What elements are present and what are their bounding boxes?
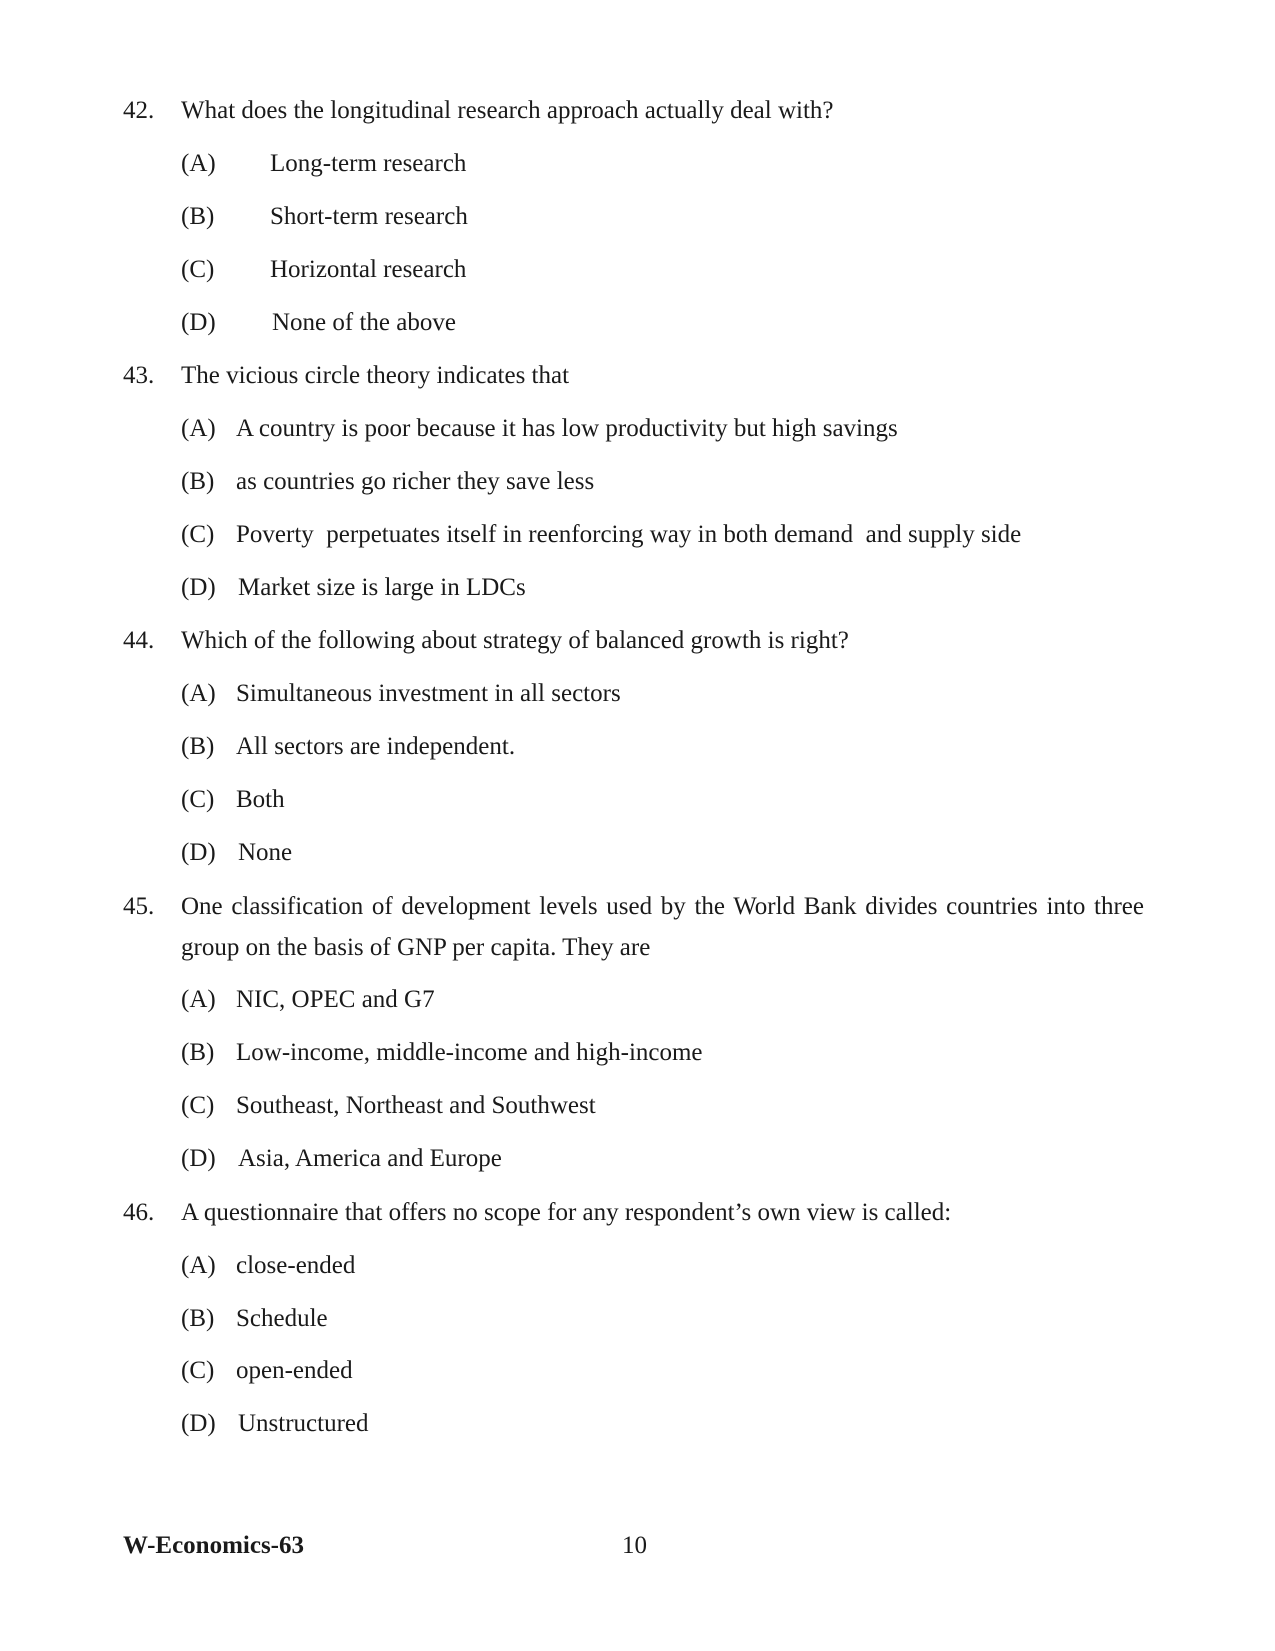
option-text: A country is poor because it has low productivity but high savings xyxy=(236,415,898,442)
option-letter: (A) xyxy=(181,986,216,1013)
option-letter: (D) xyxy=(181,574,216,601)
option-letter: (A) xyxy=(181,680,216,707)
question-text: Which of the following about strategy of balanced growth is right? xyxy=(181,627,849,654)
question-number: 42. xyxy=(123,97,155,124)
option-letter: (D) xyxy=(181,1410,216,1437)
question-text: What does the longitudinal research approach actually deal with? xyxy=(181,97,834,124)
option-text: Asia, America and Europe xyxy=(238,1145,502,1172)
question-number: 43. xyxy=(123,362,155,389)
option-text: Unstructured xyxy=(238,1410,369,1437)
option-letter: (A) xyxy=(181,1252,216,1279)
option-letter: (A) xyxy=(181,415,216,442)
option-text: Short-term research xyxy=(270,203,468,230)
option-letter: (B) xyxy=(181,203,215,230)
question-number: 46. xyxy=(123,1199,155,1226)
option-letter: (D) xyxy=(181,839,216,866)
option-letter: (B) xyxy=(181,1039,215,1066)
option-letter: (C) xyxy=(181,521,215,548)
option-text: NIC, OPEC and G7 xyxy=(236,986,435,1013)
option-text: Horizontal research xyxy=(270,256,467,283)
option-letter: (B) xyxy=(181,468,215,495)
option-text: Schedule xyxy=(236,1305,328,1332)
option-text: as countries go richer they save less xyxy=(236,468,595,495)
option-text: None of the above xyxy=(272,309,456,336)
option-text: open-ended xyxy=(236,1357,353,1384)
option-letter: (D) xyxy=(181,309,216,336)
option-letter: (C) xyxy=(181,1357,215,1384)
question-number: 45. xyxy=(123,893,155,920)
option-letter: (D) xyxy=(181,1145,216,1172)
option-text: Poverty perpetuates itself in reenforcing way in both demand and supply side xyxy=(236,521,1022,548)
option-text: close-ended xyxy=(236,1252,356,1279)
option-letter: (B) xyxy=(181,733,215,760)
option-letter: (B) xyxy=(181,1305,215,1332)
question-text: The vicious circle theory indicates that xyxy=(181,362,570,389)
page-number: 10 xyxy=(622,1532,647,1559)
question-text: A questionnaire that offers no scope for any respondent’s own view is called: xyxy=(181,1199,952,1226)
option-text: Simultaneous investment in all sectors xyxy=(236,680,621,707)
option-text: Low-income, middle-income and high-income xyxy=(236,1039,703,1066)
paper-code: W-Economics-63 xyxy=(123,1532,304,1559)
option-text: Both xyxy=(236,786,285,813)
option-letter: (C) xyxy=(181,1092,215,1119)
option-letter: (A) xyxy=(181,150,216,177)
question-text: One classification of development levels used by the World Bank divides countries into three group on the basis of GNP per capita. They are xyxy=(181,893,1144,961)
question-number: 44. xyxy=(123,627,155,654)
option-text: Long-term research xyxy=(270,150,467,177)
option-text: Southeast, Northeast and Southwest xyxy=(236,1092,596,1119)
option-letter: (C) xyxy=(181,256,215,283)
option-text: None xyxy=(238,839,293,866)
option-letter: (C) xyxy=(181,786,215,813)
option-text: All sectors are independent. xyxy=(236,733,516,760)
option-text: Market size is large in LDCs xyxy=(238,574,526,601)
